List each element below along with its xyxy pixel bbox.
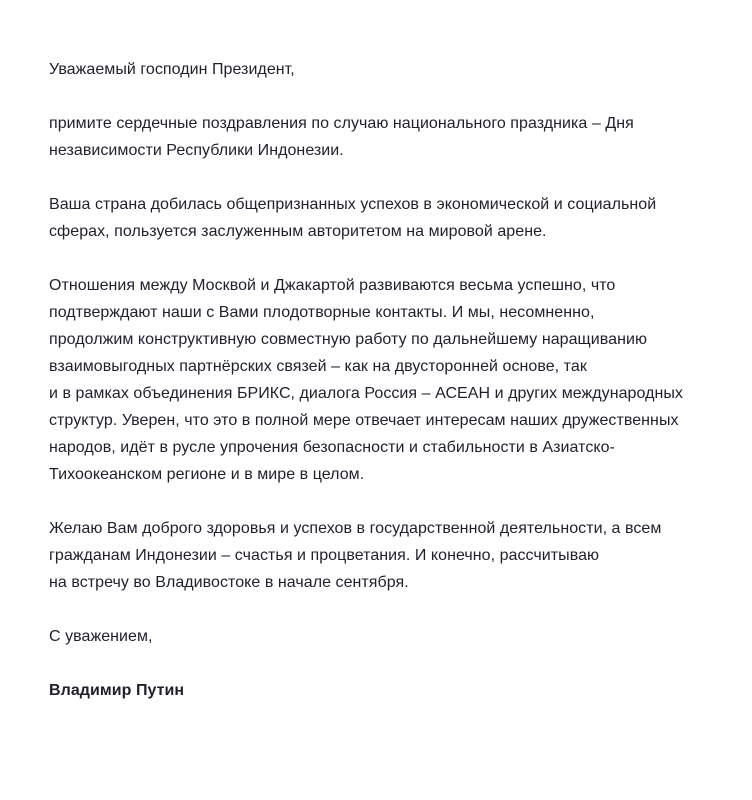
paragraph-line: независимости Республики Индонезии. [49, 142, 344, 159]
paragraph-line: гражданам Индонезии – счастья и процветания. И конечно, рассчитываю [49, 547, 600, 564]
letter-greeting [49, 56, 719, 83]
paragraph-line: взаимовыгодных партнёрских связей – как на двусторонней основе, так [49, 358, 587, 375]
paragraph-line: Ваша страна добилась общепризнанных успехов в экономической и социальной [49, 196, 657, 213]
paragraph-line: Желаю Вам доброго здоровья и успехов в государственной деятельности, а всем [49, 520, 662, 537]
paragraph-line: примите сердечные поздравления по случаю национального праздника – Дня [49, 115, 634, 132]
paragraph-achievements [49, 191, 719, 245]
paragraph-line: народов, идёт в русле упрочения безопасности и стабильности в Азиатско- [49, 439, 615, 456]
paragraph-line: продолжим конструктивную совместную работу по дальнейшему наращиванию [49, 331, 647, 348]
letter-signature [49, 677, 719, 704]
paragraph-relations [49, 272, 719, 488]
paragraph-line: сферах, пользуется заслуженным авторитетом на мировой арене. [49, 223, 547, 240]
paragraph-line: на встречу во Владивостоке в начале сентября. [49, 574, 409, 591]
greeting-line: Уважаемый господин Президент, [49, 61, 295, 78]
letter-closing [49, 623, 719, 650]
paragraph-line: и в рамках объединения БРИКС, диалога Россия – АСЕАН и других международных [49, 385, 683, 402]
paragraph-wishes [49, 515, 719, 596]
paragraph-line: подтверждают наши с Вами плодотворные контакты. И мы, несомненно, [49, 304, 595, 321]
signature-name: Владимир Путин [49, 682, 185, 699]
paragraph-line: Отношения между Москвой и Джакартой развиваются весьма успешно, что [49, 277, 616, 294]
paragraph-line: структур. Уверен, что это в полной мере отвечает интересам наших дружественных [49, 412, 679, 429]
closing-line: С уважением, [49, 628, 153, 645]
letter-body [49, 56, 719, 704]
paragraph-line: Тихоокеанском регионе и в мире в целом. [49, 466, 365, 483]
paragraph-congratulations [49, 110, 719, 164]
